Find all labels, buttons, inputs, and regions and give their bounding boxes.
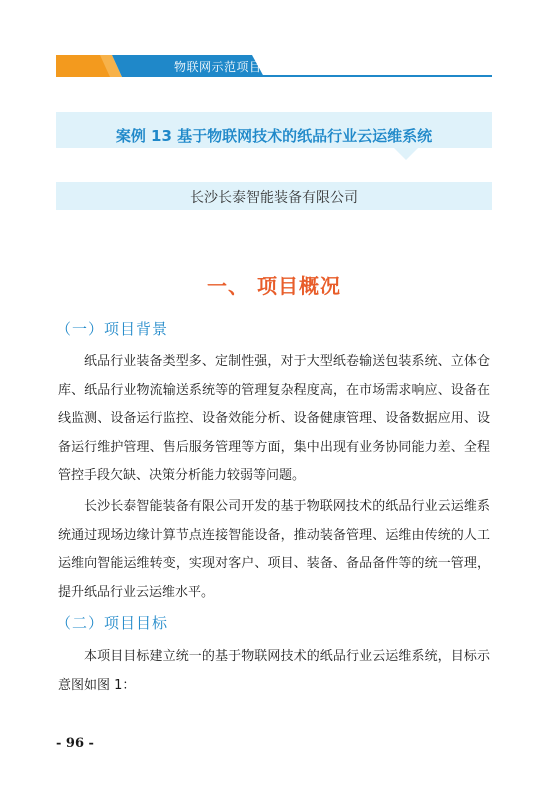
paragraph-background-2: 长沙长泰智能装备有限公司开发的基于物联网技术的纸品行业云运维系统通过现场边缘计算节点连接智能设备，推动装备管理、运维由传统的人工运维向智能运维转变，实现对客户、项目、装备、备品备件等的统一管理，提升纸品行业云运维水平。 bbox=[58, 499, 490, 600]
subsection-heading-goal: （二）项目目标 bbox=[56, 614, 169, 632]
header-title: 物联网示范项目优秀案例集 bbox=[174, 60, 325, 74]
paragraph-background-1: 纸品行业装备类型多、定制性强，对于大型纸卷输送包装系统、立体仓库、纸品行业物流输送系统等的管理复杂程度高，在市场需求响应、设备在线监测、设备运行监控、设备效能分析、设备健康管理、设备数据应用、设备运行维护管理、售后服务管理等方面，集中出现有业务协同能力差、全程管控手段欠缺、决策分析能力较弱等问题。 bbox=[58, 354, 490, 483]
company-bar bbox=[56, 182, 492, 210]
page-number: - 96 - bbox=[56, 736, 94, 751]
subsection-heading-background: （一）项目背景 bbox=[56, 320, 169, 338]
case-banner bbox=[56, 112, 492, 162]
case-title: 案例 13 基于物联网技术的纸品行业云运维系统 bbox=[115, 127, 433, 145]
section-heading: 一、 项目概况 bbox=[207, 274, 341, 298]
running-header bbox=[56, 55, 492, 77]
company-name: 长沙长泰智能装备有限公司 bbox=[190, 190, 358, 206]
paragraph-goal: 本项目目标建立统一的基于物联网技术的纸品行业云运维系统，目标示意图如图 1： bbox=[58, 649, 490, 693]
